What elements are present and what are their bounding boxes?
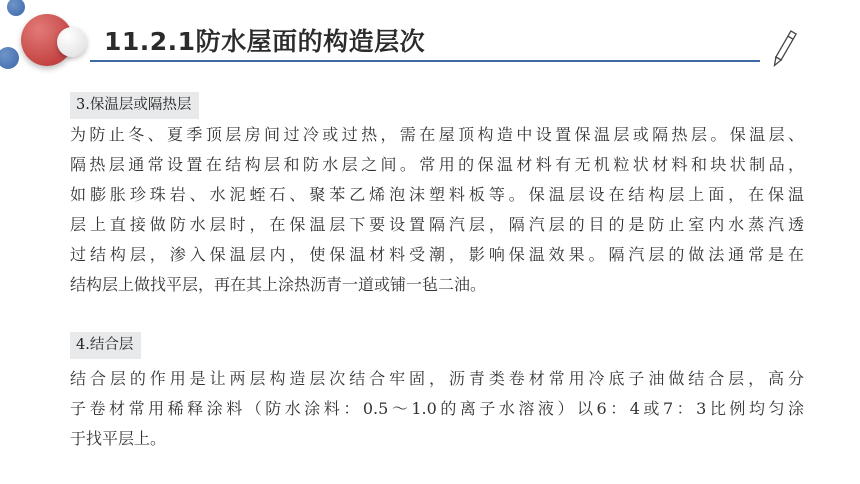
paragraph-line: 过结构层，渗入保温层内，使保温材料受潮，影响保温效果。隔汽层的做法通常是在 [70,245,804,264]
decorative-blue-dot-top [7,0,25,16]
paragraph-line: 于找平层上。 [70,429,167,448]
section-3-heading: 3.保温层或隔热层 [70,92,199,119]
decorative-white-circle [57,27,87,57]
section-4-paragraph [70,364,804,454]
paragraph-line: 结合层的作用是让两层构造层次结合牢固，沥青类卷材常用冷底子油做结合层，高分 [70,369,804,388]
paragraph-line: 如膨胀珍珠岩、水泥蛭石、聚苯乙烯泡沫塑料板等。保温层设在结构层上面，在保温 [70,185,804,204]
paragraph-line: 隔热层通常设置在结构层和防水层之间。常用的保温材料有无机粒状材料和块状制品， [70,155,804,174]
decorative-blue-dot-left [0,47,19,69]
section-4-heading: 4.结合层 [70,332,141,359]
title-underline [90,60,760,62]
paragraph-line: 为防止冬、夏季顶层房间过冷或过热，需在屋顶构造中设置保温层或隔热层。保温层、 [70,125,804,144]
paragraph-line: 层上直接做防水层时，在保温层下要设置隔汽层，隔汽层的目的是防止室内水蒸汽透 [70,215,804,234]
paragraph-line: 结构层上做找平层，再在其上涂热沥青一道或铺一毡二油。 [70,275,487,294]
page-title: 11.2.1防水屋面的构造层次 [104,27,426,56]
paragraph-line: 子卷材常用稀释涂料（防水涂料：0.5～1.0的离子水溶液）以6：4或7：3比例均匀涂 [70,399,804,418]
section-3-paragraph [70,120,804,300]
pencil-icon [771,28,797,70]
